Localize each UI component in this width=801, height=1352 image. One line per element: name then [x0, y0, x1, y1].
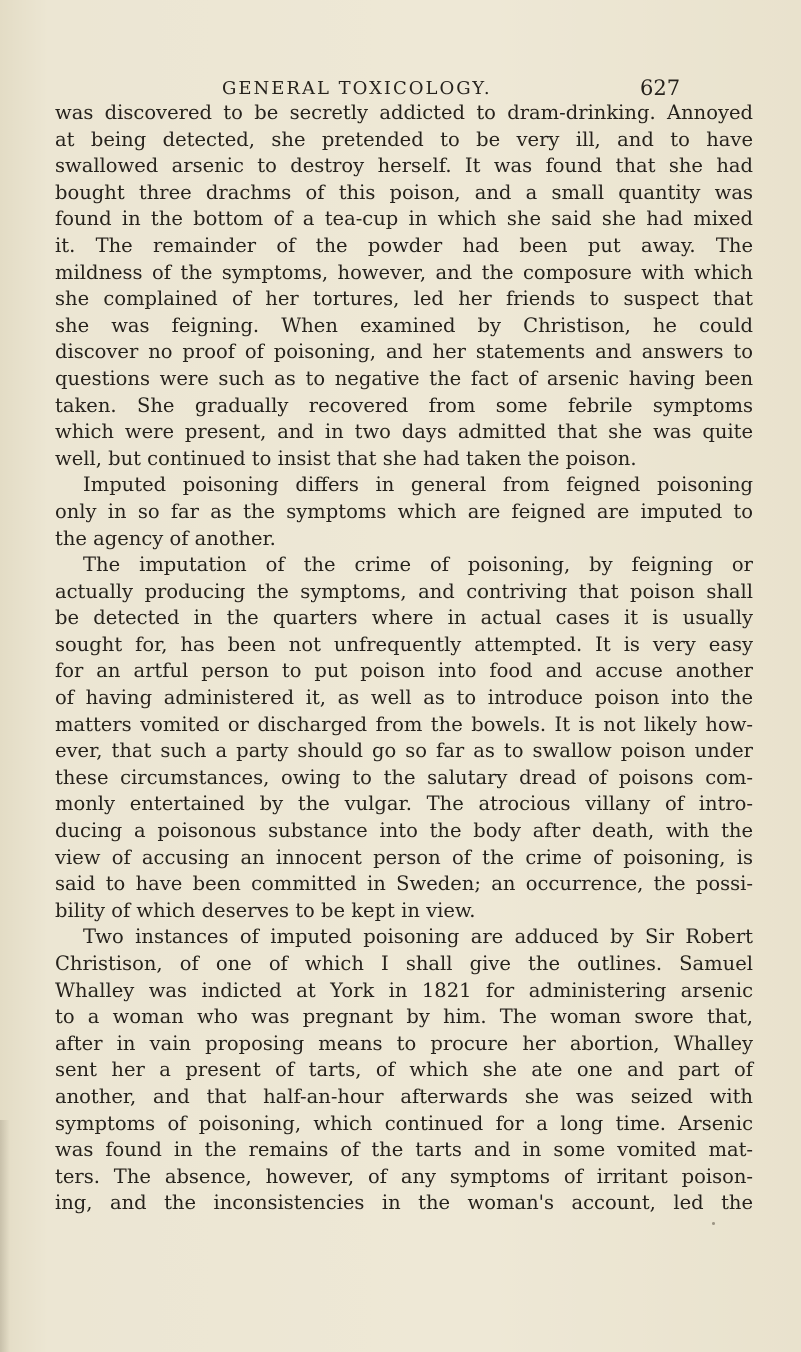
text-line: ducing a poisonous substance into the body after death, with the: [55, 819, 753, 843]
text-line: said to have been committed in Sweden; an occurrence, the possi-: [55, 872, 753, 896]
text-line: sent her a present of tarts, of which she ate one and part of: [55, 1058, 753, 1082]
text-line: for an artful person to put poison into food and accuse another: [55, 659, 753, 683]
paragraph-first-line: Two instances of imputed poisoning are adduced by Sir Robert: [83, 925, 753, 949]
text-line: bility of which deserves to be kept in view.: [55, 898, 476, 922]
text-line: the agency of another.: [55, 526, 276, 550]
text-line: after in vain proposing means to procure her abortion, Whalley: [55, 1031, 753, 1055]
text-line: well, but continued to insist that she had taken the poison.: [55, 446, 637, 470]
text-line: view of accusing an innocent person of the crime of poisoning, is: [55, 845, 753, 869]
text-line: to a woman who was pregnant by him. The woman swore that,: [55, 1005, 753, 1029]
text-line: swallowed arsenic to destroy herself. It was found that she had: [55, 154, 753, 178]
page-number: 627: [640, 76, 681, 100]
paragraph-first-line: The imputation of the crime of poisoning, by feigning or: [83, 553, 753, 577]
text-line: questions were such as to negative the fact of arsenic having been: [55, 366, 753, 390]
text-line: ing, and the inconsistencies in the woman's account, led the: [55, 1191, 753, 1215]
text-line: mildness of the symptoms, however, and the composure with which: [55, 260, 753, 284]
text-line: Whalley was indicted at York in 1821 for administering arsenic: [55, 978, 753, 1002]
text-line: it. The remainder of the powder had been put away. The: [55, 233, 753, 257]
page-edge-shadow: [0, 1120, 10, 1352]
text-line: these circumstances, owing to the salutary dread of poisons com-: [55, 765, 753, 789]
text-line: she was feigning. When examined by Christison, he could: [55, 313, 753, 337]
body-text: [55, 100, 753, 1217]
text-line: was discovered to be secretly addicted to dram-drinking. Annoyed: [55, 101, 753, 124]
text-line: sought for, has been not unfrequently attempted. It is very easy: [55, 632, 753, 656]
text-line: actually producing the symptoms, and contriving that poison shall: [55, 579, 753, 603]
text-line: ters. The absence, however, of any symptoms of irritant poison-: [55, 1164, 753, 1188]
text-line: she complained of her tortures, led her friends to suspect that: [55, 287, 753, 311]
text-line: bought three drachms of this poison, and a small quantity was: [55, 180, 753, 204]
ink-speck: [712, 1222, 715, 1225]
text-line: monly entertained by the vulgar. The atrocious villany of intro-: [55, 792, 753, 816]
text-line: at being detected, she pretended to be very ill, and to have: [55, 127, 753, 151]
text-line: matters vomited or discharged from the bowels. It is not likely how-: [55, 712, 753, 736]
text-line: only in so far as the symptoms which are feigned are imputed to: [55, 499, 753, 523]
text-line: discover no proof of poisoning, and her statements and answers to: [55, 340, 753, 364]
paragraph-first-line: Imputed poisoning differs in general from feigned poisoning: [83, 473, 753, 497]
text-line: ever, that such a party should go so far as to swallow poison under: [55, 739, 753, 763]
text-line: which were present, and in two days admitted that she was quite: [55, 420, 753, 444]
text-line: found in the bottom of a tea-cup in which she said she had mixed: [55, 207, 753, 231]
text-line: another, and that half-an-hour afterwards she was seized with: [55, 1084, 753, 1108]
text-line: taken. She gradually recovered from some febrile symptoms: [55, 393, 753, 417]
text-line: be detected in the quarters where in actual cases it is usually: [55, 606, 753, 630]
text-line: of having administered it, as well as to introduce poison into the: [55, 686, 753, 710]
text-line: symptoms of poisoning, which continued for a long time. Arsenic: [55, 1111, 753, 1135]
text-line: was found in the remains of the tarts and in some vomited mat-: [55, 1138, 753, 1162]
running-head: GENERAL TOXICOLOGY.: [222, 78, 492, 99]
text-line: Christison, of one of which I shall give the outlines. Samuel: [55, 952, 753, 975]
